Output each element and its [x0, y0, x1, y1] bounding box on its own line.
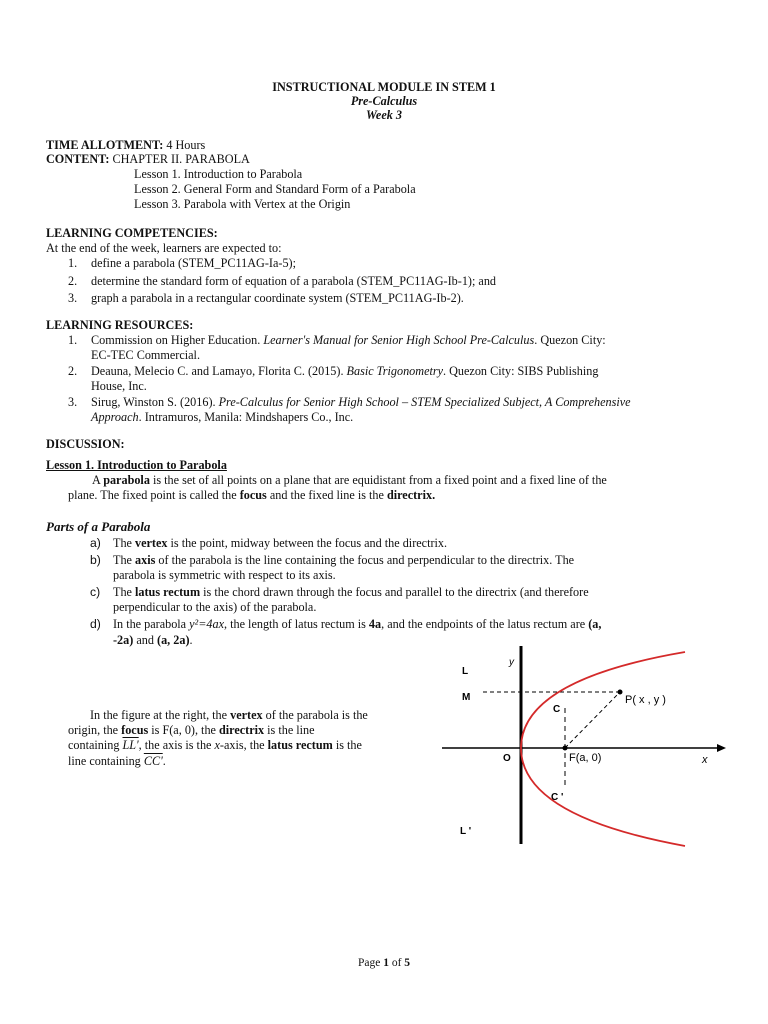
item-marker: d)	[90, 617, 101, 631]
resource-item: 1. Commission on Higher Education. Learner's Manual for Senior High School Pre-Calculus. Quezon City:	[68, 333, 606, 347]
resource-item-cont: EC-TEC Commercial.	[91, 348, 200, 362]
figure-desc-line: containing LL', the axis is the x-axis, the latus rectum is the	[68, 738, 362, 752]
figure-desc-line: In the figure at the right, the vertex of the parabola is the	[90, 708, 368, 722]
dashed-line-fp	[565, 692, 620, 748]
list-item: 2. determine the standard form of equation of a parabola (STEM_PC11AG-Ib-1); and	[68, 274, 497, 288]
figure-desc-line: line containing CC'.	[68, 754, 166, 768]
week-label: Week 3	[366, 108, 402, 122]
item-marker: c)	[90, 585, 101, 599]
lesson-item: Lesson 1. Introduction to Parabola	[134, 167, 303, 181]
page-number: Page 1 of 5	[357, 957, 411, 969]
x-axis-label: x	[702, 754, 708, 766]
resource-item-cont: House, Inc.	[91, 379, 147, 393]
resources-heading: LEARNING RESOURCES:	[46, 318, 194, 332]
lesson-item: Lesson 2. General Form and Standard Form of a Parabola	[134, 182, 416, 196]
part-axis: The axis of the parabola is the line containing the focus and perpendicular to the directrix. The	[113, 553, 575, 567]
part-axis-cont: parabola is symmetric with respect to its axis.	[113, 568, 336, 582]
list-item: 1. define a parabola (STEM_PC11AG-Ia-5);	[68, 256, 296, 270]
content-line: CONTENT: CHAPTER II. PARABOLA	[46, 152, 250, 166]
parabola-definition-cont: plane. The fixed point is called the focus and the fixed line is the directrix.	[68, 488, 436, 502]
x-axis-arrow	[717, 744, 726, 752]
part-endpoints-cont: -2a) and (a, 2a).	[113, 633, 193, 647]
competencies-intro: At the end of the week, learners are expected to:	[46, 241, 282, 255]
list-item: 3. graph a parabola in a rectangular coordinate system (STEM_PC11AG-Ib-2).	[68, 291, 464, 305]
resource-item: 3. Sirug, Winston S. (2016). Pre-Calculus for Senior High School – STEM Specialized Subject, A Comprehensive	[68, 395, 631, 409]
lesson-title: Lesson 1. Introduction to Parabola	[46, 458, 227, 472]
module-title: INSTRUCTIONAL MODULE IN STEM 1	[272, 80, 496, 94]
part-endpoints: In the parabola y²=4ax, the length of latus rectum is 4a, and the endpoints of the latus rectum are (a,	[113, 617, 602, 631]
item-marker: b)	[90, 553, 101, 567]
resource-item: 2. Deauna, Melecio C. and Lamayo, Florita C. (2015). Basic Trigonometry. Quezon City: SIBS Publishing	[68, 364, 599, 378]
subject-title: Pre-Calculus	[350, 94, 418, 108]
label-c-prime: C '	[551, 792, 564, 803]
point-p	[618, 690, 623, 695]
label-m: M	[462, 692, 471, 703]
figure-desc-line: origin, the focus is F(a, 0), the directrix is the line	[68, 723, 315, 737]
y-axis-label: y	[509, 657, 514, 668]
resource-item-cont: Approach. Intramuros, Manila: Mindshapers Co., Inc.	[91, 410, 354, 424]
parts-heading: Parts of a Parabola	[46, 519, 151, 534]
label-c: C	[553, 704, 561, 715]
part-latus-rectum-cont: perpendicular to the axis) of the parabola.	[113, 600, 317, 614]
parabola-curve	[521, 652, 685, 846]
label-f: F(a, 0)	[569, 752, 602, 764]
competencies-heading: LEARNING COMPETENCIES:	[46, 226, 218, 240]
parabola-figure	[420, 640, 740, 850]
label-l-prime: L '	[460, 826, 472, 837]
label-o: O	[503, 753, 511, 764]
part-latus-rectum: The latus rectum is the chord drawn through the focus and parallel to the directrix (and therefore	[113, 585, 589, 599]
parabola-definition: A parabola is the set of all points on a plane that are equidistant from a fixed point and a fixed line of the	[92, 473, 607, 487]
lesson-item: Lesson 3. Parabola with Vertex at the Origin	[134, 197, 351, 211]
focus-point	[563, 746, 568, 751]
label-l: L	[462, 666, 469, 677]
part-vertex: The vertex is the point, midway between the focus and the directrix.	[113, 536, 448, 550]
time-allotment: TIME ALLOTMENT: 4 Hours	[46, 138, 206, 152]
item-marker: a)	[90, 536, 101, 550]
label-p: P( x , y )	[625, 694, 666, 706]
discussion-heading: DISCUSSION:	[46, 437, 125, 451]
